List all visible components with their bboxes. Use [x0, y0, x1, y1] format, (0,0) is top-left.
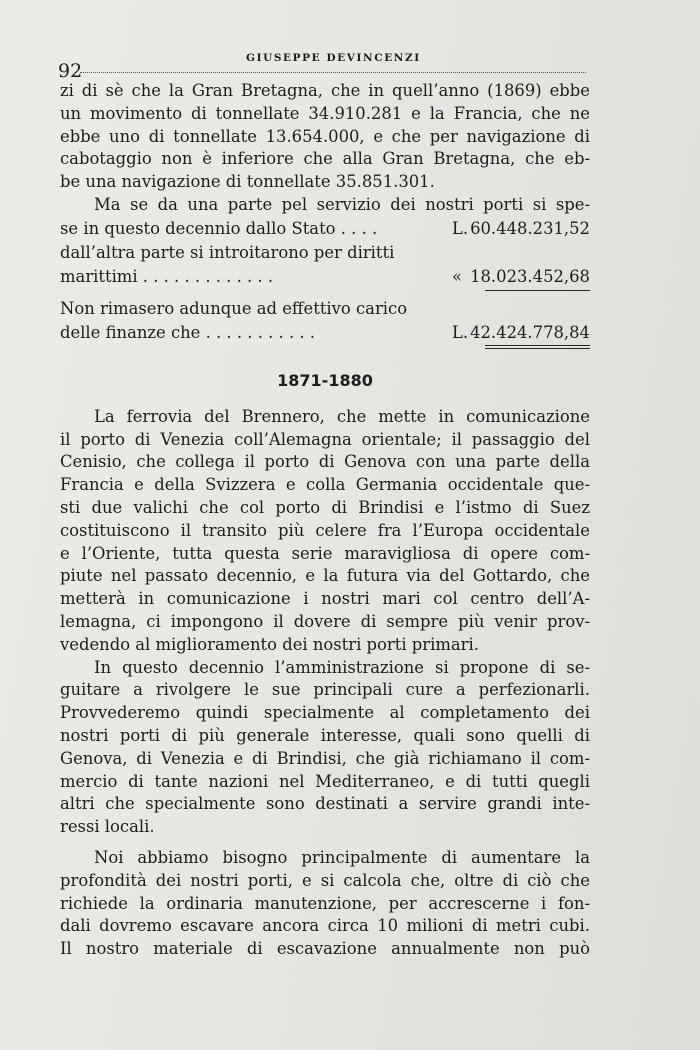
paragraph-4 — [60, 847, 590, 961]
income-amount: 18.023.452,68 — [470, 266, 590, 286]
text-line: Cenisio, che collega il porto di Genova con una parte della — [60, 452, 590, 472]
income-row-1 — [60, 241, 590, 265]
income-text-2: marittimi . . . . . . . . . . . . . — [60, 266, 274, 286]
total-double-rule — [485, 345, 590, 349]
page-header — [58, 48, 586, 84]
income-text-1: dall’altra parte si introitarono per diritti — [60, 242, 395, 262]
text-line: zi di sè che la Gran Bretagna, che in quell’anno (1869) ebbe — [60, 81, 590, 100]
text-line: Il nostro materiale di escavazione annualmente non può — [60, 939, 590, 959]
remaining-text-2: delle finanze che . . . . . . . . . . . — [60, 322, 316, 342]
text-line: e l’Oriente, tutta questa serie maravigliosa di opere com- — [60, 543, 590, 563]
text-line: Noi abbiamo bisogno principalmente di aumentare la — [94, 847, 590, 867]
text-line: dali dovremo escavare ancora circa 10 milioni di metri cubi. — [60, 916, 590, 936]
spent-amount: 60.448.231,52 — [470, 218, 590, 238]
accounts-intro: Ma se da una parte pel servizio dei nostri porti si spe- — [94, 194, 590, 214]
text-line: In questo decennio l’amministrazione si propone di se- — [94, 657, 590, 677]
text-line: cabotaggio non è inferiore che alla Gran Bretagna, che eb- — [60, 149, 590, 169]
sum-rule — [485, 290, 590, 291]
text-line: richiede la ordinaria manutenzione, per accrescerne i fon- — [60, 893, 590, 913]
income-row-2 — [60, 265, 590, 289]
remaining-text-1: Non rimasero adunque ad effettivo carico — [60, 298, 408, 318]
running-head: GIUSEPPE DEVINCENZI — [246, 52, 421, 64]
text-line: Genova, di Venezia e di Brindisi, che già richiamano il com- — [60, 748, 590, 768]
remaining-amount: 42.424.778,84 — [470, 322, 590, 342]
text-line: piute nel passato decennio, e la futura via del Gottardo, che — [60, 566, 590, 586]
text-line: sti due valichi che col porto di Brindisi e l’istmo di Suez — [60, 497, 590, 517]
accounts-block — [60, 194, 590, 349]
text-line: un movimento di tonnellate 34.910.281 e la Francia, che ne — [60, 103, 590, 123]
text-line: vedendo al miglioramento dei nostri porti primari. — [60, 634, 479, 654]
spent-text: se in questo decennio dallo Stato . . . . — [60, 218, 378, 238]
text-line: Provvederemo quindi specialmente al completamento dei — [60, 703, 590, 723]
text-line: nostri porti di più generale interesse, quali sono quelli di — [60, 725, 590, 745]
section-heading: 1871-1880 — [277, 370, 373, 390]
text-line: mercio di tante nazioni nel Mediterraneo, e di tutti quegli — [60, 771, 590, 791]
spent-currency: L. — [452, 218, 469, 238]
remaining-row-1 — [60, 297, 590, 321]
text-line: costituiscono il transito più celere fra l’Europa occidentale — [60, 520, 590, 540]
text-line: lemagna, ci impongono il dovere di sempre più venir prov- — [60, 611, 590, 631]
spent-row — [60, 217, 590, 241]
paragraph-2 — [60, 406, 590, 657]
paragraph-1 — [60, 80, 590, 194]
text-line: altri che specialmente sono destinati a servire grandi inte- — [60, 794, 590, 814]
text-line: profondità dei nostri porti, e si calcola che, oltre di ciò che — [60, 870, 590, 890]
text-line: La ferrovia del Brennero, che mette in comunicazione — [94, 406, 590, 426]
text-line: ressi locali. — [60, 817, 155, 837]
remaining-currency: L. — [452, 322, 469, 342]
text-line: guitare a rivolgere le sue principali cure a perfezionarli. — [60, 680, 590, 700]
text-line: be una navigazione di tonnellate 35.851.301. — [60, 172, 435, 192]
income-marker: « — [452, 266, 463, 286]
text-line: ebbe uno di tonnellate 13.654.000, e che per navigazione di — [60, 126, 590, 146]
text-line: il porto di Venezia coll’Alemagna orientale; il passaggio del — [60, 429, 590, 449]
text-line: metterà in comunicazione i nostri mari col centro dell’A- — [60, 589, 590, 609]
remaining-row-2 — [60, 321, 590, 345]
page-body — [60, 80, 590, 961]
header-dotted-rule — [80, 72, 586, 73]
page-number: 92 — [58, 60, 83, 82]
text-line: Francia e della Svizzera e colla Germania occidentale que- — [60, 475, 590, 495]
paragraph-3 — [60, 657, 590, 839]
